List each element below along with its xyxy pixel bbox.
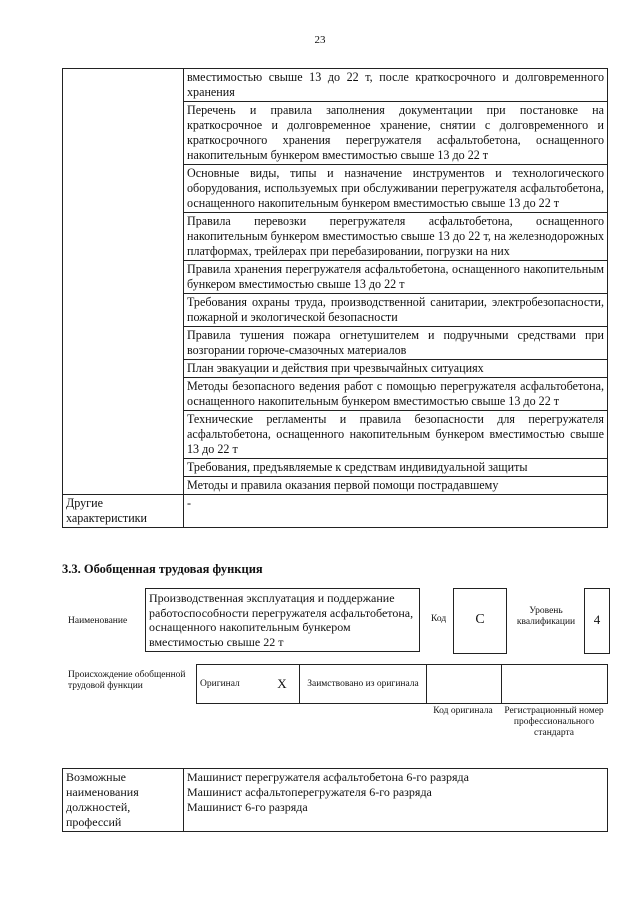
list-item: Машинист 6-го разряда: [187, 800, 308, 814]
positions-table: [62, 768, 608, 832]
knowledge-item: вместимостью свыше 13 до 22 т, после краткосрочного и долговременного хранения: [184, 69, 608, 102]
knowledge-item: Правила хранения перегружателя асфальтобетона, оснащенного накопительным бункером вместимостью свыше 13 до 22 т: [184, 261, 608, 294]
knowledge-item: Методы и правила оказания первой помощи пострадавшему: [184, 477, 608, 495]
knowledge-item: План эвакуации и действия при чрезвычайных ситуациях: [184, 360, 608, 378]
qualification-level-box: 4: [584, 588, 610, 654]
origin-label: Происхождение обобщенной трудовой функции: [68, 670, 186, 691]
list-item: Машинист перегружателя асфальтобетона 6-го разряда: [187, 770, 469, 784]
knowledge-item: Правила перевозки перегружателя асфальтобетона, оснащенного накопительным бункером вместимостью свыше 13 до 22 т, на железнодорожных платформах, трейлерах при перебазировании, погрузки на них: [184, 213, 608, 261]
origin-code-caption: Код оригинала: [433, 706, 493, 716]
table-row: [197, 665, 608, 704]
positions-list: [184, 769, 608, 832]
knowledge-table: [62, 68, 608, 528]
section-title: 3.3. Обобщенная трудовая функция: [62, 562, 263, 576]
page-number: 23: [314, 34, 326, 46]
reg-number-caption: Регистрационный номер профессионального стандарта: [504, 706, 604, 738]
table-row: [63, 769, 608, 832]
knowledge-item: Перечень и правила заполнения документации при постановке на краткосрочное и долговременное хранение, снятии с долговременного и краткосрочного хранения перегружателя асфальтобетона, оснащенного накопительным бункером вместимостью свыше 13 до 22 т: [184, 102, 608, 165]
function-code-box: C: [453, 588, 507, 654]
origin-table: [196, 664, 608, 704]
table-row: [63, 69, 608, 102]
knowledge-item: Требования, предъявляемые к средствам индивидуальной защиты: [184, 459, 608, 477]
table-row: [63, 495, 608, 528]
other-characteristics-label: Другие характеристики: [63, 495, 184, 528]
list-item: Машинист асфальтоперегружателя 6-го разряда: [187, 785, 432, 799]
original-mark: X: [265, 665, 300, 704]
level-label: Уровень квалификации: [516, 606, 576, 627]
knowledge-label-cell: [63, 69, 184, 495]
knowledge-item: Технические регламенты и правила безопасности для перегружателя асфальтобетона, оснащенного накопительным бункером вместимостью свыше 13 до 22 т: [184, 411, 608, 459]
knowledge-item: Правила тушения пожара огнетушителем и подручными средствами при возгорании горюче-смазочных материалов: [184, 327, 608, 360]
original-label: Оригинал: [197, 665, 266, 704]
borrowed-label: Заимствовано из оригинала: [300, 665, 427, 704]
origin-code-cell: [427, 665, 502, 704]
knowledge-item: Требования охраны труда, производственной санитарии, электробезопасности, пожарной и экологической безопасности: [184, 294, 608, 327]
name-label: Наименование: [68, 616, 128, 626]
reg-number-cell: [502, 665, 608, 704]
function-name-box: Производственная эксплуатация и поддержание работоспособности перегружателя асфальтобетона, оснащенного накопительным бункером вместимостью свыше 22 т: [145, 588, 420, 652]
knowledge-item: Основные виды, типы и назначение инструментов и технологического оборудования, используемых при обслуживании перегружателя асфальтобетона, оснащенного накопительным бункером вместимостью свыше 13 до 22 т: [184, 165, 608, 213]
other-characteristics-value: -: [184, 495, 608, 528]
knowledge-item: Методы безопасного ведения работ с помощью перегружателя асфальтобетона, оснащенного накопительным бункером вместимостью свыше 13 до 22 т: [184, 378, 608, 411]
code-label: Код: [431, 614, 447, 624]
positions-label: Возможные наименования должностей, профессий: [63, 769, 184, 832]
